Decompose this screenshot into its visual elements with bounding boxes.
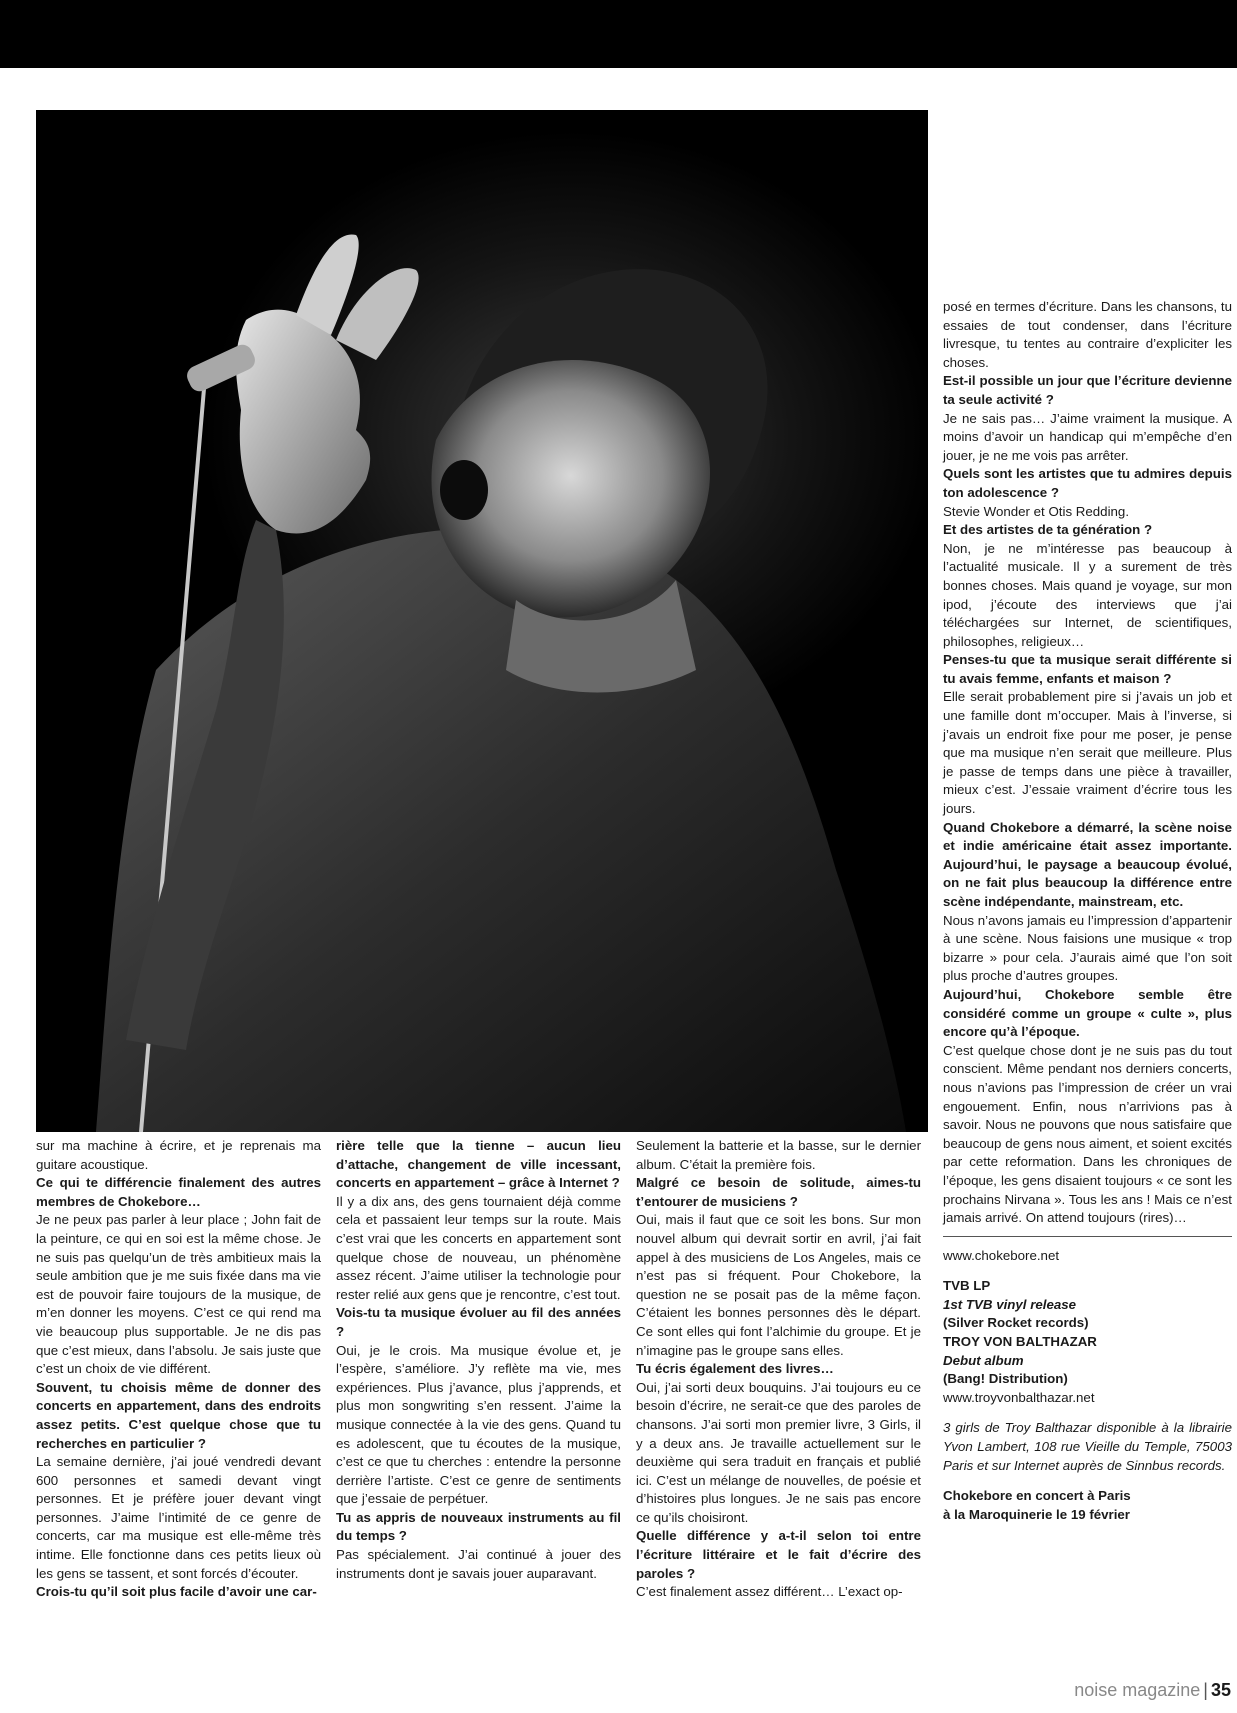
answer-paragraph: Oui, je le crois. Ma musique évolue et, je l’espère, s’améliore. J’y reflète ma vie, mes expériences. Plus j’avance, plus j’apprends, et plus mon songwriting s’en ressent. J’aime la musique connectée à la vie des gens. Quand tu es adolescent, que tu écoutes de la musique, c’est ce que tu cherches : entendre la personne derrière l’artiste. C’est ce genre de sentiments que j’essaie de perpétuer. bbox=[336, 1342, 621, 1507]
question-paragraph: Tu écris également des livres… bbox=[636, 1361, 834, 1377]
answer-paragraph: Nous n’avons jamais eu l’impression d’appartenir à une scène. Nous faisions une musique « trop bizarre » pour cela. J’aurais aimé que l’on soit plus proche d’autres groupes. bbox=[943, 912, 1232, 984]
release2-label: (Bang! Distribution) bbox=[943, 1371, 1068, 1387]
top-black-bar bbox=[0, 0, 1237, 68]
answer-paragraph: Il y a dix ans, des gens tournaient déjà comme cela et passaient leur temps sur la route. Mais c’est vrai que les concerts en appartement sont quelque chose de nouveau, un phénomène assez récent. J’aime utiliser la technologie pour rester relié aux gens que je rencontre, c’est tout. bbox=[336, 1193, 621, 1302]
question-paragraph: Crois-tu qu’il soit plus facile d’avoir une car- bbox=[36, 1584, 317, 1600]
concert-line-1: Chokebore en concert à Paris bbox=[943, 1488, 1131, 1504]
answer-paragraph: posé en termes d’écriture. Dans les chansons, tu essaies de tout condenser, dans l’écriture livresque, tu tentes au contraire d’expliciter les choses. bbox=[943, 299, 1232, 370]
question-paragraph: Quels sont les artistes que tu admires depuis ton adolescence ? bbox=[943, 466, 1232, 500]
question-paragraph: Et des artistes de ta génération ? bbox=[943, 522, 1153, 538]
release1-label: (Silver Rocket records) bbox=[943, 1315, 1089, 1331]
answer-paragraph: Non, je ne m’intéresse pas beaucoup à l’actualité musicale. Il y a surement de très bonnes choses. Mais quand je voyage, sur mon ipod, j’écoute des interviews que j’ai téléchargées sur Internet, de scientifiques, philosophes, religieux… bbox=[943, 540, 1232, 649]
question-paragraph: rière telle que la tienne – aucun lieu d’attache, changement de ville incessant, concerts en appartement – grâce à Internet ? bbox=[336, 1138, 621, 1191]
page-number: 35 bbox=[1210, 1680, 1231, 1700]
singer-silhouette-icon bbox=[36, 110, 928, 1132]
question-paragraph: Ce qui te différencie finalement des autres membres de Chokebore… bbox=[36, 1175, 321, 1209]
question-paragraph: Malgré ce besoin de solitude, aimes-tu t’entourer de musiciens ? bbox=[636, 1175, 921, 1209]
release2-title: TROY VON BALTHAZAR bbox=[943, 1334, 1097, 1350]
magazine-name: noise magazine bbox=[1074, 1680, 1201, 1700]
singer-photo bbox=[36, 110, 928, 1132]
question-paragraph: Est-il possible un jour que l’écriture devienne ta seule activité ? bbox=[943, 373, 1232, 407]
question-paragraph: Vois-tu ta musique évoluer au fil des années ? bbox=[336, 1305, 621, 1339]
release1-subtitle: 1st TVB vinyl release bbox=[943, 1296, 1077, 1312]
website-link[interactable]: www.chokebore.net bbox=[943, 1247, 1060, 1263]
article-column-1 bbox=[36, 1137, 321, 1602]
release1-title: TVB LP bbox=[943, 1278, 991, 1294]
answer-paragraph: C’est finalement assez différent… L’exact op- bbox=[636, 1584, 903, 1600]
separator-line bbox=[943, 1236, 1232, 1237]
answer-paragraph: Oui, mais il faut que ce soit les bons. Sur mon nouvel album qui devrait sortir en avril, j’ai fait appel à des musiciens de Los Angeles, mais ce n’est pas si fréquent. Pour Chokebore, la question ne se posait pas de la même façon. C’étaient les bonnes personnes dès le départ. Ce sont elles qui font l’alchimie du groupe. Et je n’imagine pas le groupe sans elles. bbox=[636, 1212, 921, 1358]
question-paragraph: Penses-tu que ta musique serait différente si tu avais femme, enfants et maison ? bbox=[943, 652, 1232, 686]
article-column-3 bbox=[636, 1137, 921, 1602]
question-paragraph: Tu as appris de nouveaux instruments au fil du temps ? bbox=[336, 1509, 621, 1544]
answer-paragraph: Je ne sais pas… J’aime vraiment la musique. A moins d’avoir un handicap qui m’empêche d’en jouer, je ne me vois pas arrêter. bbox=[943, 410, 1232, 463]
answer-paragraph: C’est quelque chose dont je ne suis pas du tout conscient. Même pendant nos derniers concerts, nous n’avions pas l’impression de créer un vrai engouement. Enfin, nous n’arrivions pas à savoir. Nous ne pouvons que nous satisfaire que beaucoup de gens nous aiment, et soient excités par cette reformation. Dans les chroniques de l’époque, les gens disaient toujours « ce sont les prochains Nirvana ». Tous les ans ! Mais ce n’est jamais arrivé. On attend toujours (rires)… bbox=[943, 1042, 1232, 1226]
answer-paragraph: Je ne peux pas parler à leur place ; John fait de la peinture, ce qui en soi est la même chose. Je ne suis pas quelqu’un de très ambitieux mais la seule ambition que je me suis fixée dans ma vie est de pouvoir faire toujours de la musique, de m’en donner les moyens. C’est ce qui rend ma vie beaucoup plus supportable. Je ne dis pas que c’est mieux, dans l’absolu. Je sais juste que c’est un choix de vie différent. bbox=[36, 1212, 321, 1377]
answer-paragraph: Pas spécialement. J’ai continué à jouer des instruments dont je savais jouer auparavant. bbox=[336, 1547, 621, 1581]
question-paragraph: Quelle différence y a-t-il selon toi entre l’écriture littéraire et le fait d’écrire des paroles ? bbox=[636, 1528, 921, 1581]
footer-separator: | bbox=[1203, 1680, 1208, 1700]
book-note: 3 girls de Troy Balthazar disponible à la librairie Yvon Lambert, 108 rue Vieille du Temple, 75003 Paris et sur Internet auprès de Sinnbus records. bbox=[943, 1420, 1232, 1473]
answer-paragraph: sur ma machine à écrire, et je reprenais ma guitare acoustique. bbox=[36, 1138, 321, 1172]
article-column-4-text bbox=[943, 298, 1232, 1228]
answer-paragraph: Oui, j’ai sorti deux bouquins. J’ai toujours eu ce besoin d’écrire, ne serait-ce que des paroles de chansons. J’ai sorti mon premier livre, 3 Girls, il y a deux ans. Je travaille actuellement sur le deuxième qui sera traduit en français et publié ici. C’est un mélange de nouvelles, de poésie et d’histoires plus longues. Je ne sais pas encore ce qu’ils choisiront. bbox=[636, 1379, 921, 1525]
article-column-4 bbox=[943, 298, 1232, 1524]
question-paragraph: Quand Chokebore a démarré, la scène noise et indie américaine était assez importante. Aujourd’hui, le paysage a beaucoup évolué, on ne fait plus beaucoup la différence entre scène indépendante, mainstream, etc. bbox=[943, 819, 1232, 909]
answer-paragraph: Stevie Wonder et Otis Redding. bbox=[943, 503, 1130, 519]
release2-website-link[interactable]: www.troyvonbalthazar.net bbox=[943, 1389, 1095, 1405]
answer-paragraph: Seulement la batterie et la basse, sur le dernier album. C’était la première fois. bbox=[636, 1138, 921, 1172]
question-paragraph: Aujourd’hui, Chokebore semble être considéré comme un groupe « culte », plus encore qu’à l’époque. bbox=[943, 986, 1232, 1040]
answer-paragraph: Elle serait probablement pire si j’avais un job et une famille dont m’occuper. Mais à l’inverse, si j’avais un endroit fixe pour me poser, je pense que ma musique n’en serait que meilleure. Plus je passe de temps dans une pièce à travailler, mieux c’est. J’essaie vraiment d’écrire tous les jours. bbox=[943, 689, 1232, 817]
answer-paragraph: La semaine dernière, j’ai joué vendredi devant 600 personnes et samedi devant vingt personnes. Et je préfère jouer devant vingt personnes. J’aime l’intimité de ce genre de concerts, car ma musique est elle-même très intime. Elle fonctionne dans ces petits lieux où les gens se tassent, et sont forcés d’écouter. bbox=[36, 1454, 321, 1581]
release2-subtitle: Debut album bbox=[943, 1352, 1024, 1368]
concert-line-2: à la Maroquinerie le 19 février bbox=[943, 1506, 1130, 1522]
page-footer bbox=[1074, 1680, 1231, 1701]
question-paragraph: Souvent, tu choisis même de donner des concerts en appartement, dans des endroits assez petits. C’est quelque chose que tu recherches en particulier ? bbox=[36, 1379, 321, 1451]
article-column-2 bbox=[336, 1137, 621, 1583]
